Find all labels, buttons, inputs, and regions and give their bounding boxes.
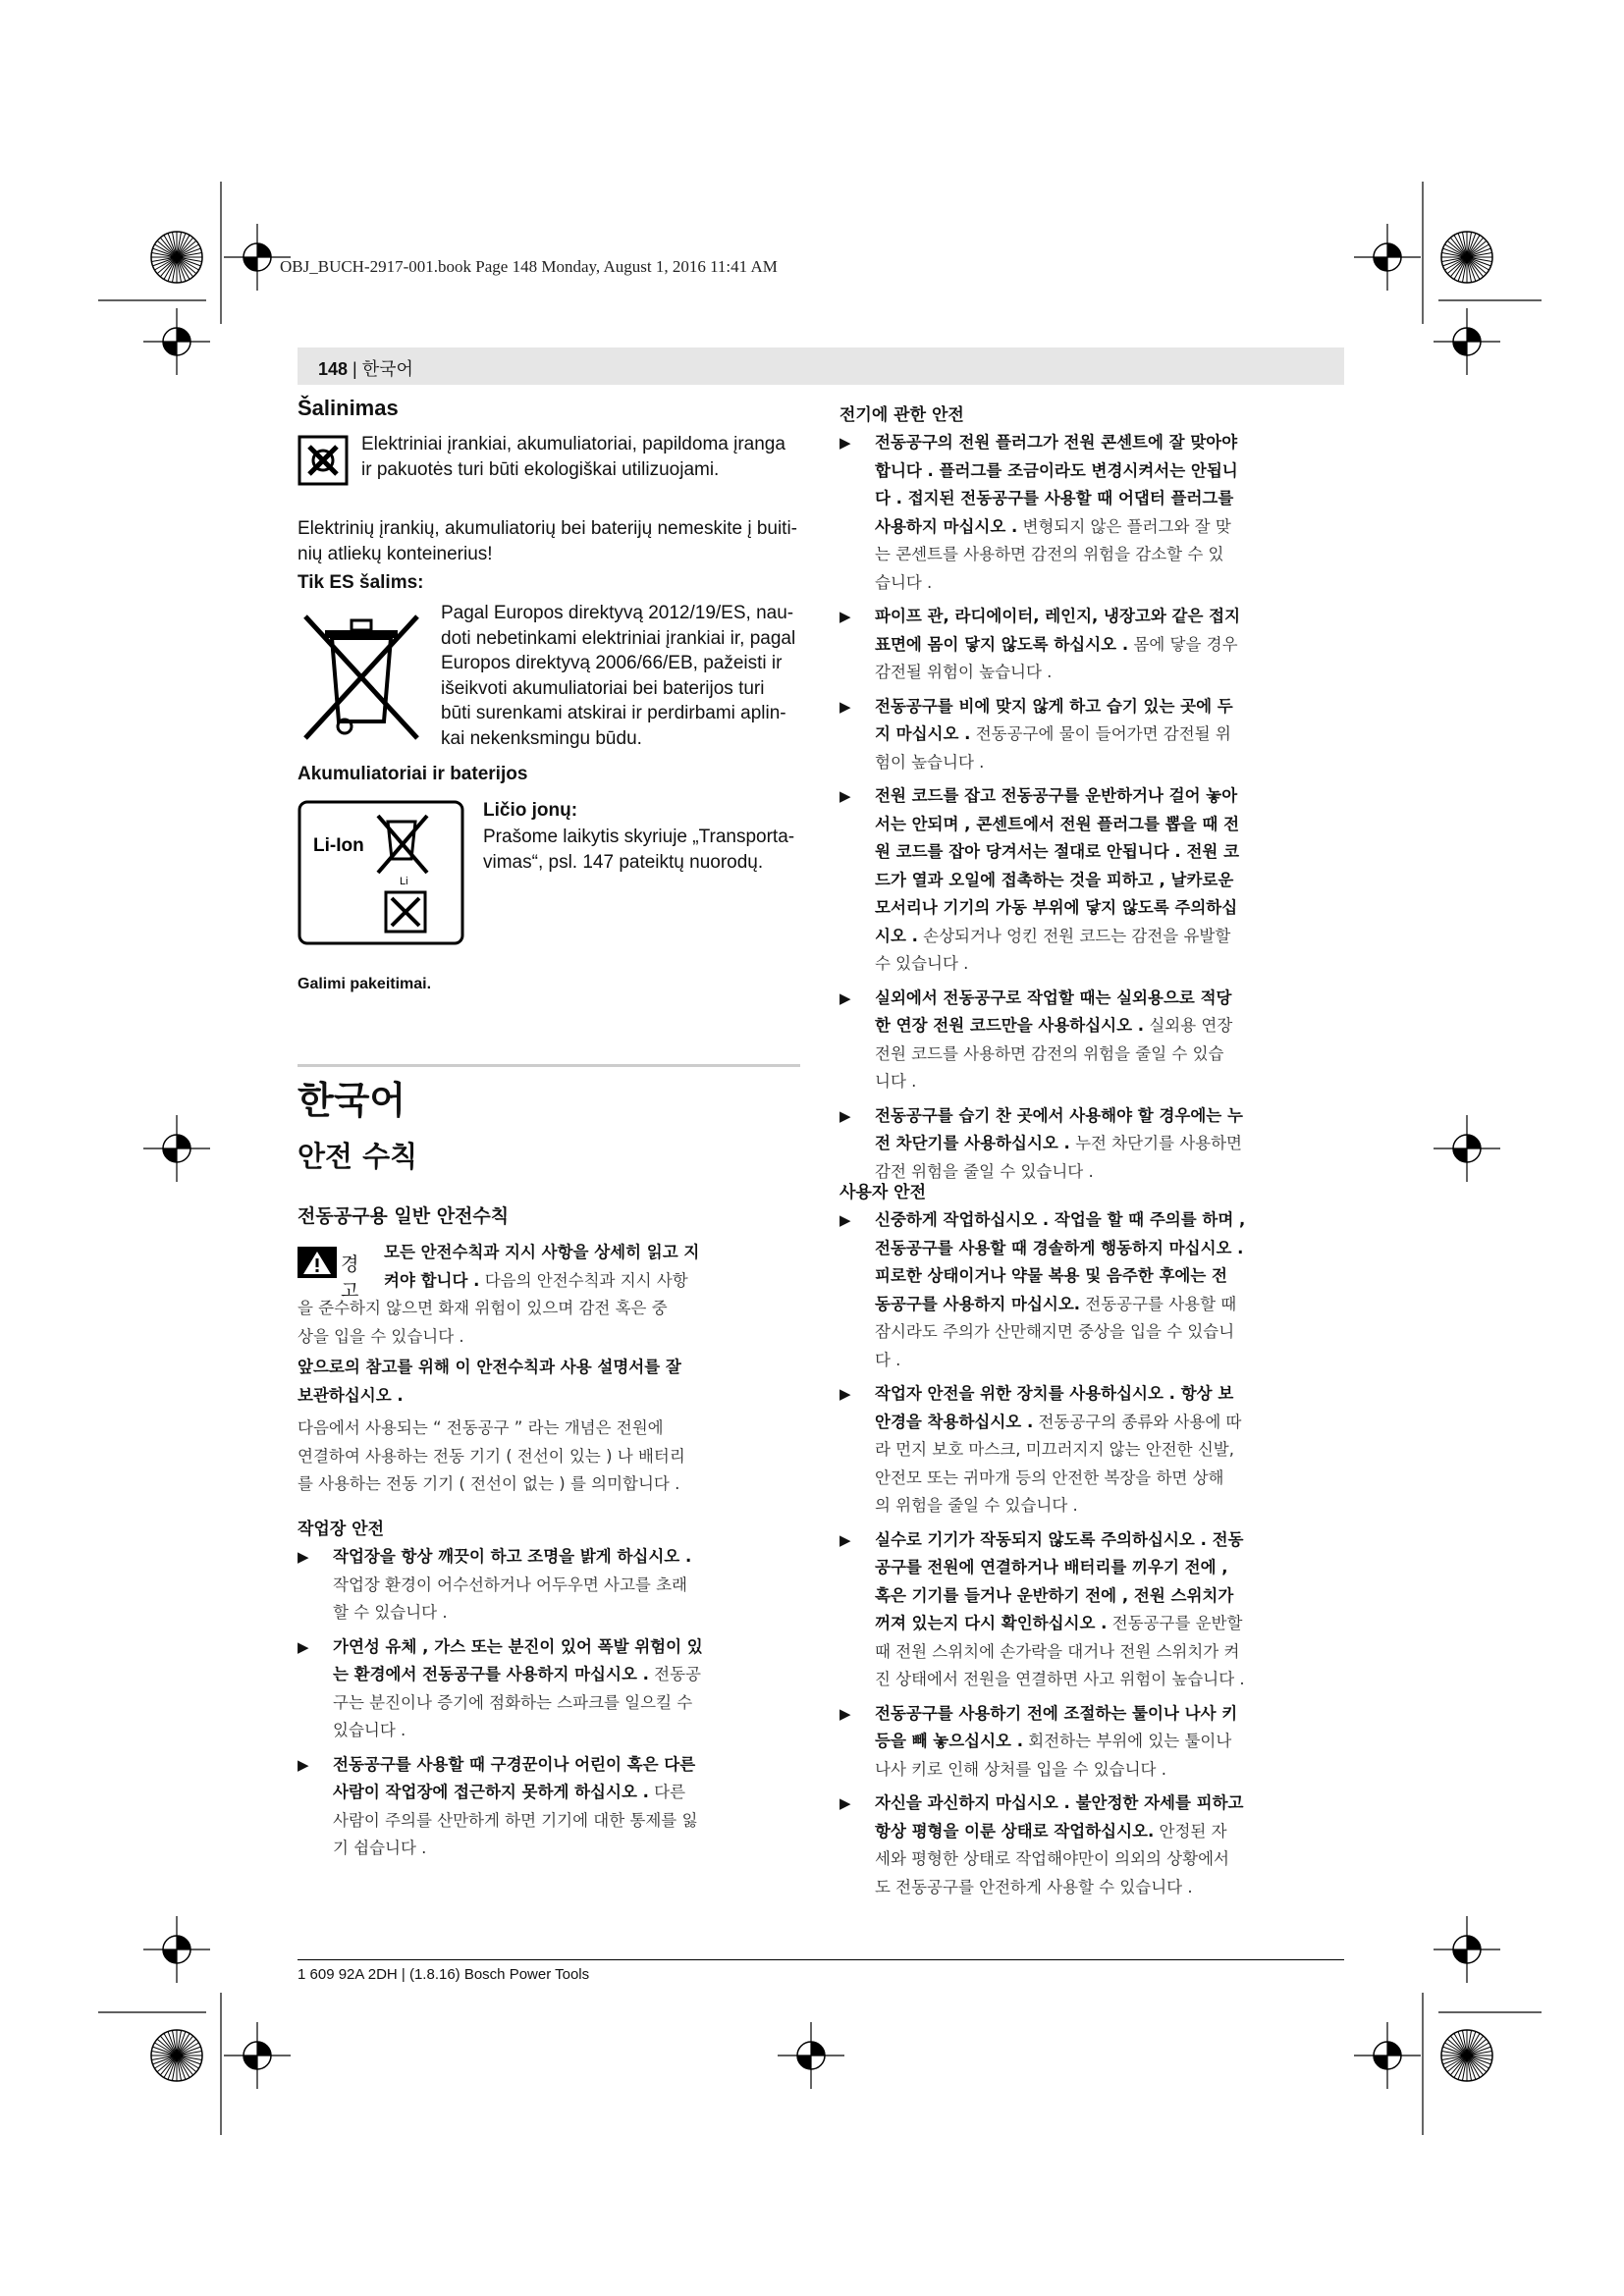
bullet-icon: ▶ bbox=[839, 608, 851, 625]
safety-title: 안전 수칙 bbox=[298, 1140, 418, 1173]
bullet-icon: ▶ bbox=[839, 1106, 851, 1125]
header-section: 한국어 bbox=[361, 359, 413, 379]
work-title: 작업장 안전 bbox=[298, 1520, 385, 1539]
term-definition: 다음에서 사용되는 “ 전동공구 ” 라는 개념은 전원에 연결하여 사용하는 전동 기기 ( 전선이 있는 ) 나 배터리 를 사용하는 전동 기기 ( 전선이 없는 ) 를 의미합니다 . bbox=[298, 1418, 685, 1493]
bullet-icon: ▶ bbox=[839, 1704, 851, 1723]
list-item: ▶ 파이프 관, 라디에이터, 레인지, 냉장고와 같은 접지 표면에 몸이 닿지 않도록 하십시오 . 몸에 닿을 경우 감전될 위험이 높습니다 . bbox=[839, 603, 1389, 687]
warning-label: 경고 bbox=[341, 1254, 359, 1302]
language-title: 한국어 bbox=[298, 1079, 406, 1122]
keep-instructions: 앞으로의 참고를 위해 이 안전수칙과 사용 설명서를 잘 보관하십시오 . bbox=[298, 1358, 681, 1405]
footer: 1 609 92A 2DH | (1.8.16) Bosch Power Tools bbox=[298, 1966, 590, 1983]
list-item: ▶ 전원 코드를 잡고 전동공구를 운반하거나 걸어 놓아 서는 안되며 , 콘센트에서 전원 플러그를 뽑을 때 전 원 코드를 잡아 당겨서는 절대로 안됩니다 . 전원 코 드가 열과 오일에 접촉하는 것을 피하고 , 날카로운 모서리나 기기의 가동 부위에 닿지 않도록 주의하십 시오 . 손상되거나 엉킨 전원 코드는 감전을 유발할 수 있습니다 . bbox=[839, 782, 1389, 979]
list-item: ▶ 작업장을 항상 깨끗이 하고 조명을 밝게 하십시오 . 작업장 환경이 어수선하거나 어두우면 사고를 초래 할 수 있습니다 . bbox=[298, 1543, 847, 1628]
page-header-bar bbox=[298, 347, 1344, 385]
footer-line bbox=[298, 1959, 1344, 1960]
list-item: ▶ 실수로 기기가 작동되지 않도록 주의하십시오 . 전동 공구를 전원에 연결하거나 배터리를 끼우기 전에 , 혹은 기기를 들거나 운반하기 전에 , 전원 스위치가 꺼져 있는지 다시 확인하십시오 . 전동공구를 운반할 때 전원 스위치에 손가락을 대거나 전원 스위치가 켜 진 상태에서 전원을 연결하면 사고 위험이 높습니다 . bbox=[839, 1526, 1389, 1694]
bullet-icon: ▶ bbox=[839, 787, 851, 805]
salinimas-text-2: ir pakuotės turi būti ekologiškai utilizuojami. bbox=[361, 459, 720, 480]
bullet-icon: ▶ bbox=[839, 434, 851, 452]
salinimas-text-3: Elektrinių įrankių, akumuliatorių bei baterijų nemeskite į buiti- bbox=[298, 518, 798, 539]
akum-title: Akumuliatoriai ir baterijos bbox=[298, 764, 528, 784]
list-item: ▶ 작업자 안전을 위한 장치를 사용하십시오 . 항상 보 안경을 착용하십시오 . 전동공구의 종류와 사용에 따 라 먼지 보호 마스크, 미끄러지지 않는 안전한 신발, 안전모 또는 귀마개 등의 안전한 복장을 하면 상해 의 위험을 줄일 수 있습니다 . bbox=[839, 1380, 1389, 1521]
crossed-bin-icon bbox=[298, 609, 425, 746]
elec-title: 전기에 관한 안전 bbox=[839, 405, 964, 425]
galimi-text: Galimi pakeitimai. bbox=[298, 976, 432, 992]
li-ion-label: Li-Ion bbox=[313, 835, 364, 856]
user-title: 사용자 안전 bbox=[839, 1183, 927, 1202]
bullet-icon: ▶ bbox=[298, 1548, 309, 1566]
bullet-icon: ▶ bbox=[839, 697, 851, 716]
bullet-icon: ▶ bbox=[839, 1211, 851, 1229]
licio-text: Prašome laikytis skyriuje „Transporta- vimas“, psl. 147 pateiktų nuorodų. bbox=[483, 827, 795, 873]
bullet-icon: ▶ bbox=[839, 988, 851, 1007]
list-item: ▶ 전동공구를 사용하기 전에 조절하는 툴이나 나사 키 등을 빼 놓으십시오 . 회전하는 부위에 있는 툴이나 나사 키로 인해 상처를 입을 수 있습니다 . bbox=[839, 1700, 1389, 1785]
salinimas-text-4: nių atliekų konteinerius! bbox=[298, 544, 493, 564]
section-separator bbox=[298, 1064, 800, 1067]
list-item: ▶ 전동공구의 전원 플러그가 전원 콘센트에 잘 맞아야 합니다 . 플러그를 조금이라도 변경시켜서는 안됩니 다 . 접지된 전동공구를 사용할 때 어댑터 플러그를 사용하지 마십시오 . 변형되지 않은 플러그와 잘 맞 는 콘센트를 사용하면 감전의 위험을 감소할 수 있 습니다 . bbox=[839, 429, 1389, 597]
bullet-icon: ▶ bbox=[839, 1385, 851, 1403]
print-info: OBJ_BUCH-2917-001.book Page 148 Monday, August 1, 2016 11:41 AM bbox=[280, 257, 778, 276]
salinimas-title: Šalinimas bbox=[298, 396, 399, 420]
es-title: Tik ES šalims: bbox=[298, 572, 424, 593]
warning-text: 모든 안전수칙과 지시 사항을 상세히 읽고 지 켜야 합니다 . 다음의 안전수칙과 지시 사항 을 준수하지 않으면 화재 위험이 있으며 감전 혹은 중 상을 입을 수 있습니다 . bbox=[298, 1243, 700, 1346]
es-text: Pagal Europos direktyvą 2012/19/ES, nau- doti nebetinkami elektriniai įrankiai ir, pagal Europos direktyvą 2006/66/EB, pažeisti ir išeikvoti akumuliatoriai bei baterijos turi būti surenkami atskirai ir perdirbami aplin- kai nekenksmingu būdu. bbox=[441, 603, 796, 749]
licio-title: Ličio jonų: bbox=[483, 800, 578, 821]
bullet-icon: ▶ bbox=[298, 1637, 309, 1656]
bullet-icon: ▶ bbox=[839, 1530, 851, 1549]
list-item: ▶ 실외에서 전동공구로 작업할 때는 실외용으로 적당 한 연장 전원 코드만을 사용하십시오 . 실외용 연장 전원 코드를 사용하면 감전의 위험을 줄일 수 있습 니다 . bbox=[839, 985, 1389, 1096]
general-title: 전동공구용 일반 안전수칙 bbox=[298, 1205, 510, 1227]
list-item: ▶ 자신을 과신하지 마십시오 . 불안정한 자세를 피하고 항상 평형을 이룬 상태로 작업하십시오. 안정된 자 세와 평형한 상태로 작업해야만이 의외의 상황에서 도 전동공구를 안전하게 사용할 수 있습니다 . bbox=[839, 1789, 1389, 1901]
weee-small-icon bbox=[298, 435, 349, 486]
bullet-icon: ▶ bbox=[298, 1755, 309, 1774]
list-item: ▶ 전동공구를 사용할 때 구경꾼이나 어린이 혹은 다른 사람이 작업장에 접근하지 못하게 하십시오 . 다른 사람이 주의를 산만하게 하면 기기에 대한 통제를 잃 기 쉽습니다 . bbox=[298, 1751, 847, 1863]
li-ion-battery-icon bbox=[298, 800, 464, 945]
list-item: ▶ 전동공구를 비에 맞지 않게 하고 습기 있는 곳에 두 지 마십시오 . 전동공구에 물이 들어가면 감전될 위 험이 높습니다 . bbox=[839, 693, 1389, 777]
salinimas-text-1: Elektriniai įrankiai, akumuliatoriai, papildoma įranga bbox=[361, 434, 785, 454]
list-item: ▶ 가연성 유체 , 가스 또는 분진이 있어 폭발 위험이 있 는 환경에서 전동공구를 사용하지 마십시오 . 전동공 구는 분진이나 증기에 점화하는 스파크를 일으킬 수 있습니다 . bbox=[298, 1633, 847, 1745]
page-number: 148 bbox=[318, 359, 349, 379]
bullet-icon: ▶ bbox=[839, 1794, 851, 1812]
list-item: ▶ 전동공구를 습기 찬 곳에서 사용해야 할 경우에는 누 전 차단기를 사용하십시오 . 누전 차단기를 사용하면 감전 위험을 줄일 수 있습니다 . bbox=[839, 1102, 1389, 1187]
list-item: ▶ 신중하게 작업하십시오 . 작업을 할 때 주의를 하며 , 전동공구를 사용할 때 경솔하게 행동하지 마십시오 . 피로한 상태이거나 약물 복용 및 음주한 후에는 전 동공구를 사용하지 마십시오. 전동공구를 사용할 때 잠시라도 주의가 산만해지면 중상을 입을 수 있습니 다 . bbox=[839, 1206, 1389, 1374]
li-label: Li bbox=[400, 876, 408, 887]
page-header: 148 | 한국어 bbox=[318, 359, 413, 379]
